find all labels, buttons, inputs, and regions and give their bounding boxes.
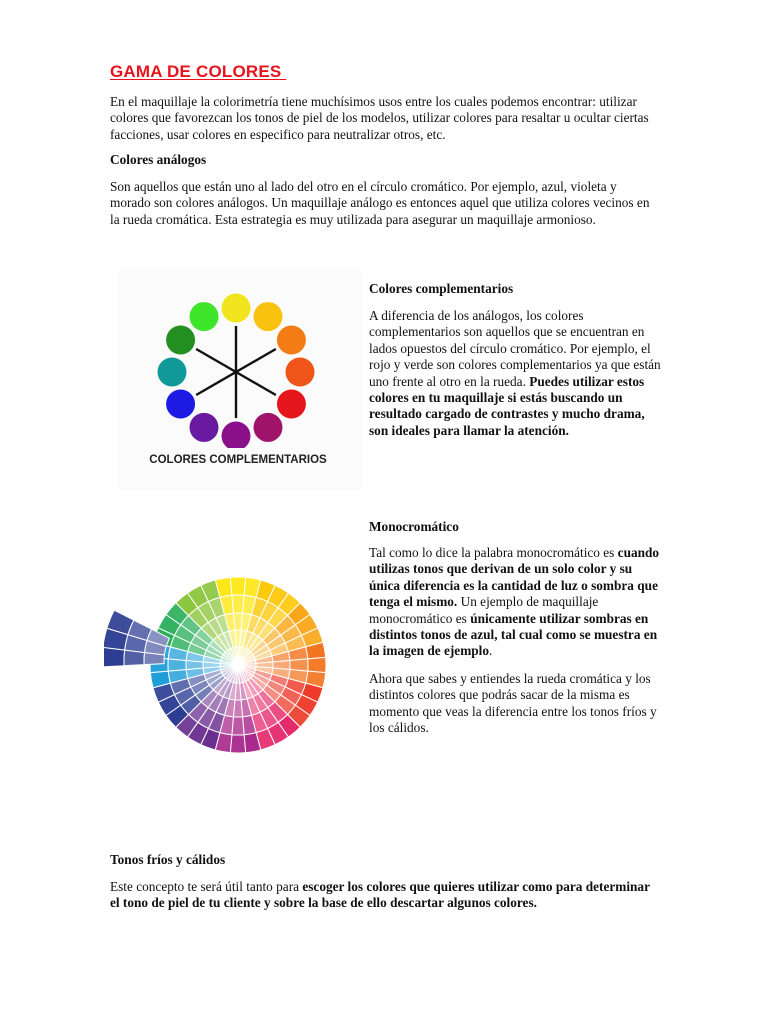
tonos-bold-text: escoger los colores que quieres utilizar como para determinar el tono de piel de tu cliente y sobre la base de ello descartar algunos colores. [110, 879, 650, 911]
complementarios-paragraph [369, 308, 661, 439]
page-title: GAMA DE COLORES [110, 62, 287, 81]
heading-monocromatico: Monocromático [369, 519, 459, 534]
complementary-colors-figure [118, 268, 362, 490]
color-circle-7 [190, 413, 219, 442]
wheel-cell-0-1-0 [230, 577, 245, 595]
wheel-cell-3-1-0 [308, 657, 326, 672]
wheel-cell-6-1-0 [230, 735, 245, 753]
color-circle-0 [222, 294, 251, 323]
mono-text-2: Un ejemplo de maquillaje monocromático es [369, 594, 599, 626]
color-circle-11 [190, 302, 219, 331]
monochromatic-wheel-figure [104, 576, 342, 768]
heading-complementarios: Colores complementarios [369, 281, 514, 296]
monocromatico-paragraph-2: Ahora que sabes y entiendes la rueda cromática y los distintos colores que podrás sacar de la misma es momento que veas la diferencia entre los tonos fríos y los cálidos. [369, 671, 657, 736]
figure-caption: COLORES COMPLEMENTARIOS [149, 454, 327, 466]
extruded-cell-0-0 [104, 647, 125, 667]
mono-bold-2: únicamente utilizar sombras en distintos tonos de azul, tal cual como se muestra en la imagen de ejemplo [369, 610, 658, 659]
complementary-color-circle [118, 268, 358, 448]
color-circle-6 [222, 422, 251, 449]
mono-bold-1: cuando utilizas tonos que derivan de un solo color y su única diferencia es la cantidad de luz o sombra que tenga el mismo. [369, 545, 660, 610]
color-circle-5 [254, 413, 283, 442]
extruded-blue-segment [104, 610, 169, 667]
heading-analogos: Colores análogos [110, 152, 207, 167]
mono-text-3: . [489, 643, 493, 659]
color-circle-2 [277, 326, 306, 355]
mono-text-1: Tal como lo dice la palabra monocromático es [369, 545, 618, 560]
color-circle-3 [286, 358, 315, 387]
tonos-paragraph [110, 879, 658, 912]
color-circle-4 [277, 390, 306, 419]
intro-paragraph: En el maquillaje la colorimetría tiene muchísimos usos entre los cuales podemos encontrar: utilizar colores que favorezcan los tonos de piel de los modelos, utilizar colores para resaltar u ocultar ciertas facciones, usar colores en especifico para neutralizar otros, etc. [110, 94, 649, 142]
color-circle-8 [166, 390, 195, 419]
monocromatico-paragraph [369, 545, 661, 660]
complementarios-text: A diferencia de los análogos, los colores complementarios son aquellos que se encuentran en lados opuestos del círculo cromático. Por ejemplo, el rojo y verde son colores complementarios ya que están uno frente al otro en la rueda. [369, 308, 661, 389]
analogos-paragraph: Son aquellos que están uno al lado del otro en el círculo cromático. Por ejemplo, azul, violeta y morado son colores análogos. Un maquillaje análogo es entonces aquel que utiliza colores vecinos en la rueda cromática. Esta estrategia es muy utilizada para asegurar un maquillaje armonioso. [110, 179, 650, 227]
monochromatic-color-wheel [104, 576, 342, 768]
tonos-text: Este concepto te será útil tanto para [110, 879, 303, 894]
color-circle-10 [166, 326, 195, 355]
color-circle-1 [254, 302, 283, 331]
complementarios-bold-text: Puedes utilizar estos colores en tu maquillaje si estás buscando un resultado cargado de contrastes y mucho drama, son ideales para llamar la atención. [369, 373, 645, 438]
heading-tonos: Tonos fríos y cálidos [110, 852, 226, 867]
color-circle-9 [158, 358, 187, 387]
